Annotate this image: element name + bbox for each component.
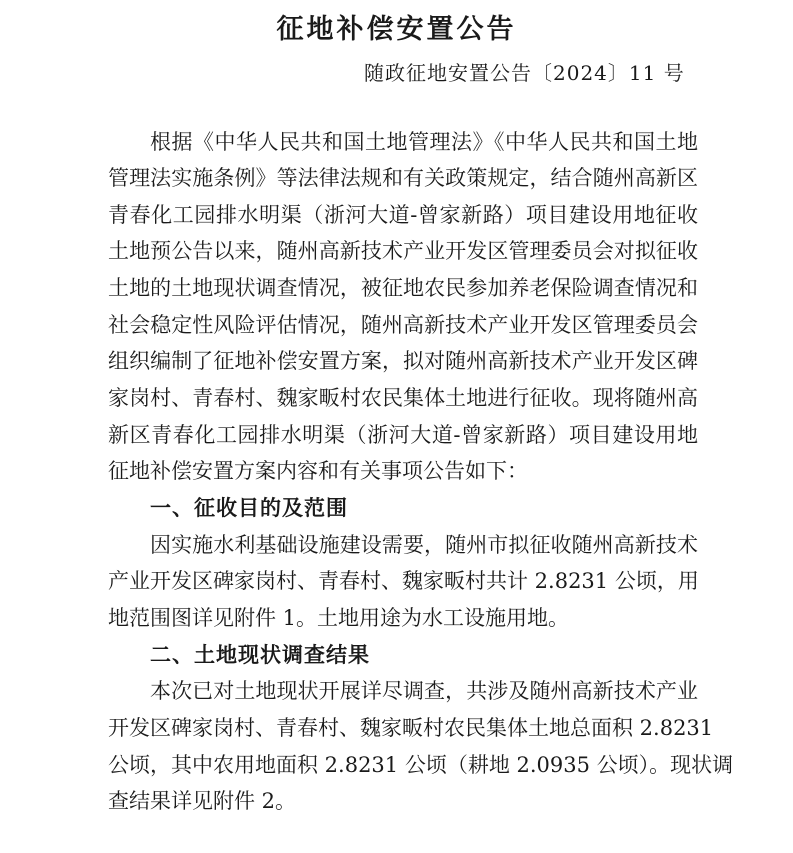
paragraph-line: 因实施水利基础设施建设需要，随州市拟征收随州高新技术 <box>150 533 698 557</box>
paragraph-line: 家岗村、青春村、魏家畈村农民集体土地进行征收。现将随州高 <box>108 386 698 410</box>
section-heading: 二、土地现状调查结果 <box>150 643 370 667</box>
paragraph-line: 查结果详见附件 2。 <box>108 789 297 813</box>
paragraph-line: 地范围图详见附件 1。土地用途为水工设施用地。 <box>108 606 570 630</box>
paragraph-line: 开发区碑家岗村、青春村、魏家畈村农民集体土地总面积 2.8231 <box>108 716 714 740</box>
paragraph-line: 本次已对土地现状开展详尽调查，共涉及随州高新技术产业 <box>150 679 698 703</box>
paragraph-line: 产业开发区碑家岗村、青春村、魏家畈村共计 2.8231 公顷，用 <box>108 569 699 593</box>
paragraph-line: 根据《中华人民共和国土地管理法》《中华人民共和国土地 <box>150 130 698 154</box>
page-title: 征地补偿安置公告 <box>276 14 517 45</box>
paragraph-line: 土地的土地现状调查情况，被征地农民参加养老保险调查情况和 <box>108 276 698 300</box>
document-number: 随政征地安置公告〔2024〕11 号 <box>364 61 685 85</box>
paragraph-line: 征地补偿安置方案内容和有关事项公告如下： <box>108 459 528 483</box>
section-heading: 一、征收目的及范围 <box>150 496 348 520</box>
paragraph-line: 社会稳定性风险评估情况，随州高新技术产业开发区管理委员会 <box>108 313 698 337</box>
paragraph-line: 土地预公告以来，随州高新技术产业开发区管理委员会对拟征收 <box>108 239 698 263</box>
paragraph-line: 青春化工园排水明渠（浙河大道-曾家新路）项目建设用地征收 <box>108 203 698 227</box>
paragraph-line: 管理法实施条例》等法律法规和有关政策规定，结合随州高新区 <box>108 166 698 190</box>
paragraph-line: 新区青春化工园排水明渠（浙河大道-曾家新路）项目建设用地 <box>108 423 698 447</box>
paragraph-line: 组织编制了征地补偿安置方案，拟对随州高新技术产业开发区碑 <box>108 349 698 373</box>
paragraph-line: 公顷，其中农用地面积 2.8231 公顷（耕地 2.0935 公顷）。现状调 <box>108 753 734 777</box>
